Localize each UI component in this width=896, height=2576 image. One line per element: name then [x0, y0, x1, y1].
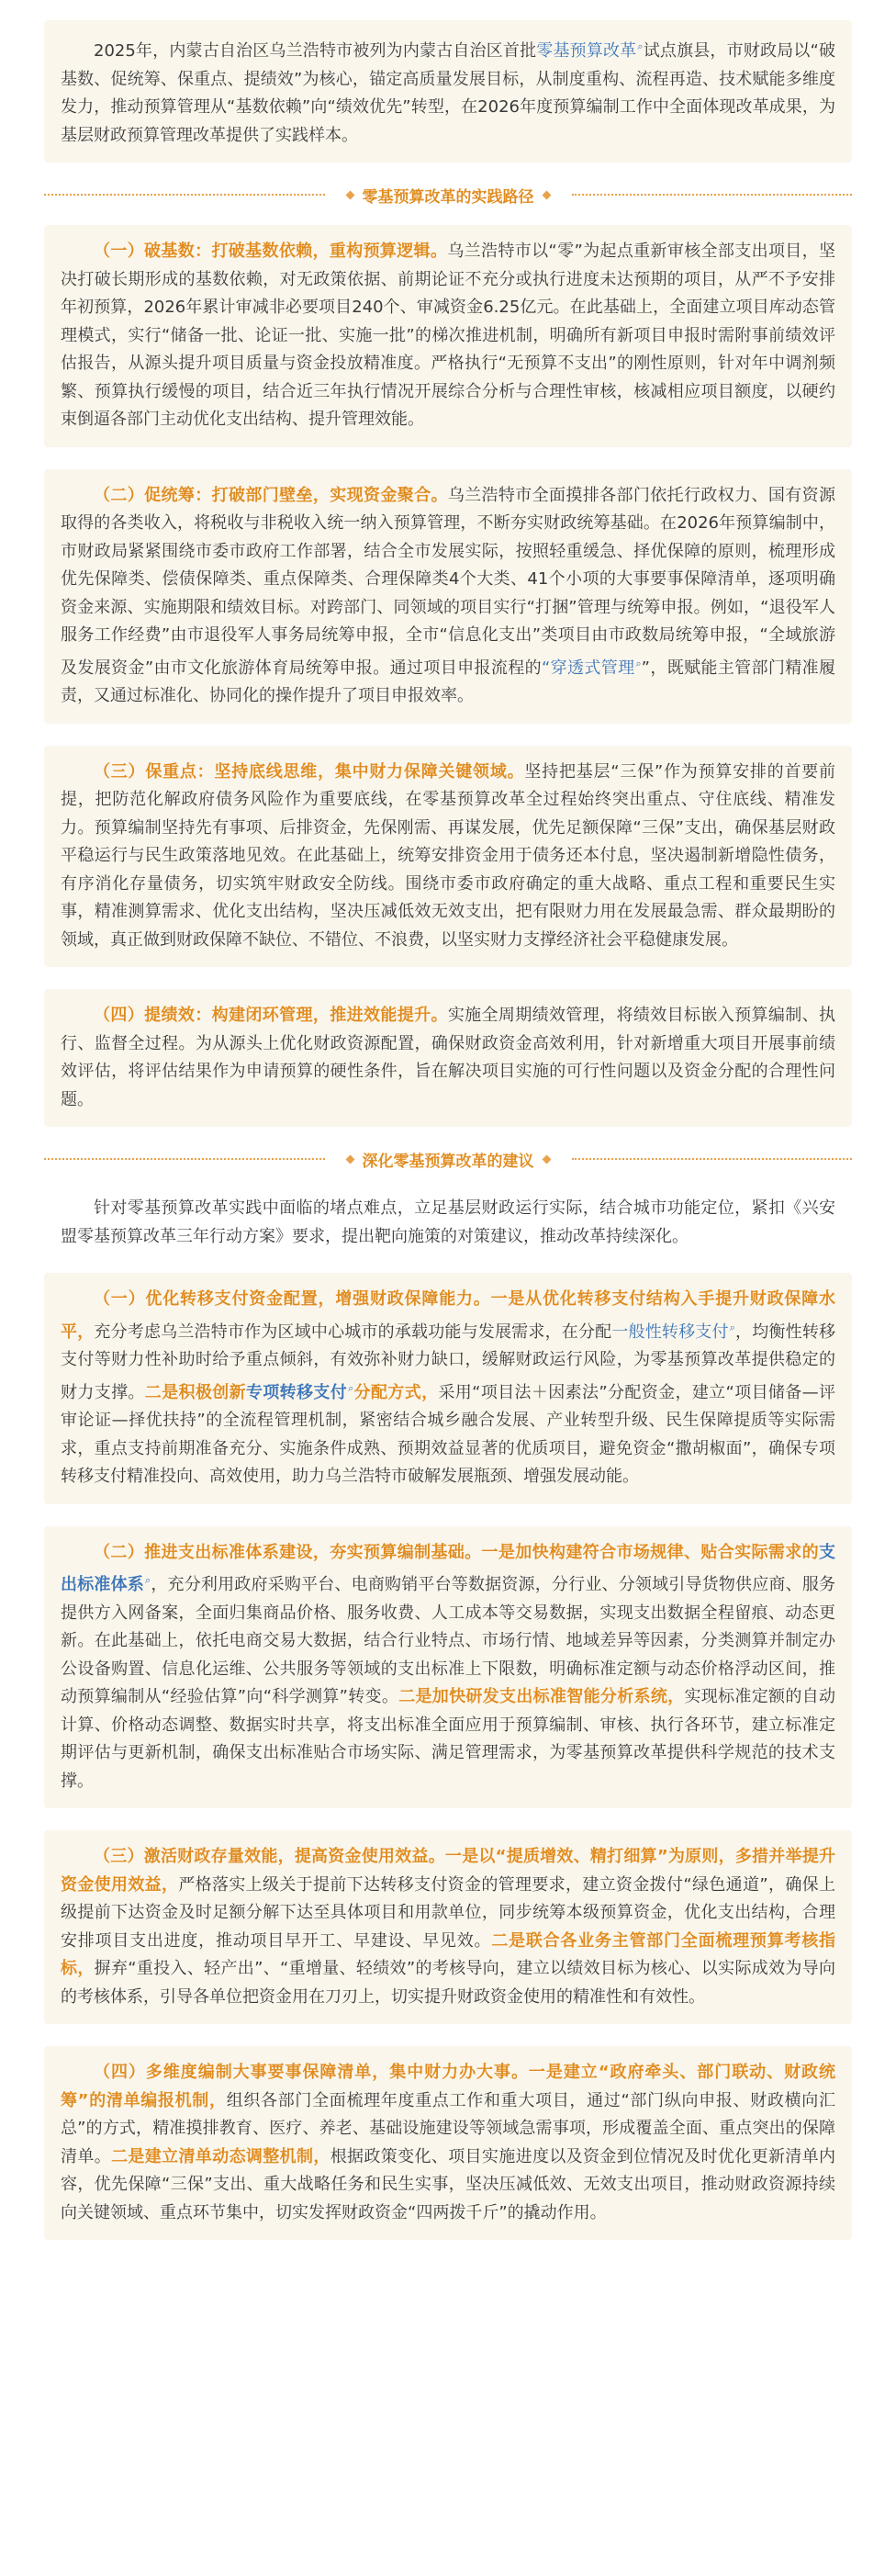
spending-standard-link[interactable]: 支出标准体系 [61, 1542, 835, 1594]
special-transfer-link[interactable]: 专项转移支付 [245, 1382, 348, 1402]
intro-text: 2025年，内蒙古自治区乌兰浩特市被列为内蒙古自治区首批 [94, 41, 537, 61]
general-transfer-link[interactable]: 一般性转移支付 [611, 1322, 729, 1342]
suggestion-item-3: （三）激活财政存量效能，提高资金使用效益。一是以“提质增效、精打细算”为原则，多措并举提升资金使用效益，严格落实上级关于提前下达转移支付资金的管理要求，建立资金拨付“绿色通道”，确保上级提前下达资金及时足额分解下达至具体项目和用款单位，同步统筹本级预算资金，优化支出结构，合理安排项目支出进度，推动项目早开工、早建设、早见效。二是联合各业务主管部门全面梳理预算考核指标，摒弃“重投入、轻产出”、“重增量、轻绩效”的考核导向，建立以绩效目标为核心、以实际成效为导向的考核体系，引导各单位把资金用在刀刃上，切实提升财政资金使用的精准性和有效性。 [44, 1830, 852, 2024]
section-heading [44, 185, 852, 205]
suggestion-item-4: （四）多维度编制大事要事保障清单，集中财力办大事。一是建立“政府牵头、部门联动、财政统筹”的清单编报机制，组织各部门全面梳理年度重点工作和重大项目，通过“部门纵向申报、财政横向汇总”的方式，精准摸排教育、医疗、养老、基础设施建设等领域急需事项，形成覆盖全面、重点突出的保障清单。二是建立清单动态调整机制，根据政策变化、项目实施进度以及资金到位情况及时优化更新清单内容，优先保障“三保”支出、重大战略任务和民生实事，坚决压减低效、无效支出项目，推动财政资源持续向关键领域、重点环节集中，切实发挥财政资金“四两拨千斤”的撬动作用。 [44, 2046, 852, 2240]
search-icon[interactable]: ⌕ [635, 657, 642, 669]
item-heading: （四）提绩效：构建闭环管理，推进效能提升。 [94, 1006, 448, 1025]
item-heading: （三）激活财政存量效能，提高资金使用效益。一是以“提质增效、精打细算”为原则，多措并举提升资金使用效益， [61, 1847, 835, 1895]
item-body: 乌兰浩特市全面摸排各部门依托行政权力、国有资源取得的各类收入，将税收与非税收入统一纳入预算管理，不断夯实财政统筹基础。在2026年预算编制中，市财政局紧紧围绕市委市政府工作部署，结合全市发展实际，按照轻重缓急、择优保障的原则，梳理形成优先保障类、偿债保障类、重点保障类、合理保障类4个大类、41个小项的大事要事保障清单，逐项明确资金来源、实施期限和绩效目标。对跨部门、同领域的项目实行“打捆”管理与统筹申报。例如，“退役军人服务工作经费”由市退役军人事务局统筹申报，全市“信息化支出”类项目由市政数局统筹申报，“全域旅游及发展资金”由市文化旅游体育局统筹申报。通过项目申报流程的 [61, 485, 835, 678]
search-icon[interactable]: ⌕ [637, 40, 644, 52]
divider [572, 1158, 853, 1160]
item-heading: （二）促统筹：打破部门壁垒，实现资金聚合。 [94, 485, 448, 505]
practice-item-3 [44, 746, 852, 968]
intro-block [44, 20, 852, 163]
item-heading: （一）破基数：打破基数依赖，重构预算逻辑。 [94, 242, 448, 261]
section-title: 深化零基预算改革的建议 [362, 1152, 534, 1171]
zero-budget-link[interactable]: 零基预算改革 [536, 41, 637, 61]
section-heading [44, 1149, 852, 1169]
practice-item-2 [44, 469, 852, 724]
diamond-icon [345, 1154, 354, 1164]
item-body: 实施全周期绩效管理，将绩效目标嵌入预算编制、执行、监督全过程。为从源头上优化财政资源配置，确保财政资金高效利用，针对新增重大项目开展事前绩效评估，将评估结果作为申请预算的硬性条件，旨在解决项目实施的可行性问题以及资金分配的合理性问题。 [61, 1006, 835, 1109]
practice-item-4 [44, 989, 852, 1127]
item-body: 坚持把基层“三保”作为预算安排的首要前提，把防范化解政府债务风险作为重要底线，在零基预算改革全过程始终突出重点、守住底线、精准发力。预算编制坚持先有事项、后排资金，先保刚需、再谋发展，优先足额保障“三保”支出，确保基层财政平稳运行与民生政策落地见效。在此基础上，统筹安排资金用于债务还本付息，坚决遏制新增隐性债务，有序消化存量债务，切实筑牢财政安全防线。围绕市委市政府确定的重大战略、重点工程和重要民生实事，精准测算需求、优化支出结构，坚决压减低效无效支出，把有限财力用在发展最急需、群众最期盼的领域，真正做到财政保障不缺位、不错位、不浪费，以坚实财力支撑经济社会平稳健康发展。 [61, 761, 835, 950]
item-body: 乌兰浩特市以“零”为起点重新审核全部支出项目，坚决打破长期形成的基数依赖，对无政策依据、前期论证不充分或执行进度未达预期的项目，从严不予安排年初预算，2026年累计审减非必要项目240个、审减资金6.25亿元。在此基础上，全面建立项目库动态管理模式，实行“储备一批、论证一批、实施一批”的梯次推进机制，明确所有新项目申报时需附事前绩效评估报告，从源头提升项目质量与资金投放精准度。严格执行“无预算不支出”的刚性原则，针对年中调剂频繁、预算执行缓慢的项目，结合近三年执行情况开展综合分析与合理性审核，核减相应项目额度，以硬约束倒逼各部门主动优化支出结构、提升管理效能。 [61, 242, 835, 429]
suggestion-item-1: （一）优化转移支付资金配置，增强财政保障能力。一是从优化转移支付结构入手提升财政保障水平，充分考虑乌兰浩特市作为区域中心城市的承载功能与发展需求，在分配一般性转移支付⌕，均衡性转移支付等财力性补助时给予重点倾斜，有效弥补财力缺口，缓解财政运行风险，为零基预算改革提供稳定的财力支撑。二是积极创新专项转移支付⌕分配方式，采用“项目法＋因素法”分配资金，建立“项目储备—评审论证—择优扶持”的全流程管理机制，紧密结合城乡融合发展、产业转型升级、民生保障提质等实际需求，重点支持前期准备充分、实施条件成熟、预期效益显著的优质项目，避免资金“撒胡椒面”，确保专项转移支付精准投向、高效使用，助力乌兰浩特市破解发展瓶颈、增强发展动能。 [44, 1273, 852, 1504]
divider [44, 194, 325, 196]
diamond-icon [542, 1154, 551, 1164]
section-title: 零基预算改革的实践路径 [362, 187, 534, 207]
search-icon[interactable]: ⌕ [729, 1321, 735, 1333]
suggestion-intro [44, 1189, 852, 1251]
intro-paragraph: 针对零基预算改革实践中面临的堵点难点，立足基层财政运行实际，结合城市功能定位，紧扣《兴安盟零基预算改革三年行动方案》要求，提出靶向施策的对策建议，推动改革持续深化。 [61, 1198, 835, 1246]
item-heading: （一）优化转移支付资金配置，增强财政保障能力。一是从优化转移支付结构入手提升财政保障水平， [61, 1289, 835, 1342]
practice-item-1 [44, 225, 852, 447]
search-icon[interactable]: ⌕ [348, 1381, 354, 1394]
item-body: ”，既赋能主管部门精准履责，又通过标准化、协同化的操作提升了项目申报效率。 [61, 658, 836, 705]
suggestion-item-2: （二）推进支出标准体系建设，夯实预算编制基础。一是加快构建符合市场规律、贴合实际需求的支出标准体系⌕，充分利用政府采购平台、电商购销平台等数据资源，分行业、分领域引导货物供应商、服务提供方入网备案，全面归集商品价格、服务收费、人工成本等交易数据，实现支出数据全程留痕、动态更新。在此基础上，依托电商交易大数据，结合行业特点、市场行情、地域差异等因素，分类测算并制定办公设备购置、信息化运维、公共服务等领域的支出标准上下限数，明确标准定额与动态价格浮动区间，推动预算编制从“经验估算”向“科学测算”转变。二是加快研发支出标准智能分析系统，实现标准定额的自动计算、价格动态调整、数据实时共享，将支出标准全面应用于预算编制、审核、执行各环节，建立标准定期评估与更新机制，确保支出标准贴合市场实际、满足管理需求，为零基预算改革提供科学规范的技术支撑。 [44, 1526, 852, 1809]
search-icon[interactable]: ⌕ [144, 1574, 151, 1586]
diamond-icon [542, 190, 551, 199]
divider [572, 194, 853, 196]
item-heading: （四）多维度编制大事要事保障清单，集中财力办大事。一是建立“政府牵头、部门联动、财政统筹”的清单编报机制， [61, 2063, 835, 2110]
intro-paragraph [61, 33, 835, 150]
item-heading: （三）保重点：坚持底线思维，集中财力保障关键领域。 [94, 761, 525, 782]
item-heading: （二）推进支出标准体系建设，夯实预算编制基础。一是加快构建符合市场规律、贴合实际需求的 [94, 1542, 819, 1562]
diamond-icon [345, 190, 354, 199]
penetrating-management-link[interactable]: “穿透式管理 [541, 658, 635, 678]
intro-text: 试点旗县，市财政局以“破基数、促统筹、保重点、提绩效”为核心，锚定高质量发展目标，从制度重构、流程再造、技术赋能多维度发力，推动预算管理从“基数依赖”向“绩效优先”转型，在2026年度预算编制工作中全面体现改革成果，为基层财政预算管理改革提供了实践样本。 [61, 41, 836, 145]
divider [44, 1158, 325, 1160]
